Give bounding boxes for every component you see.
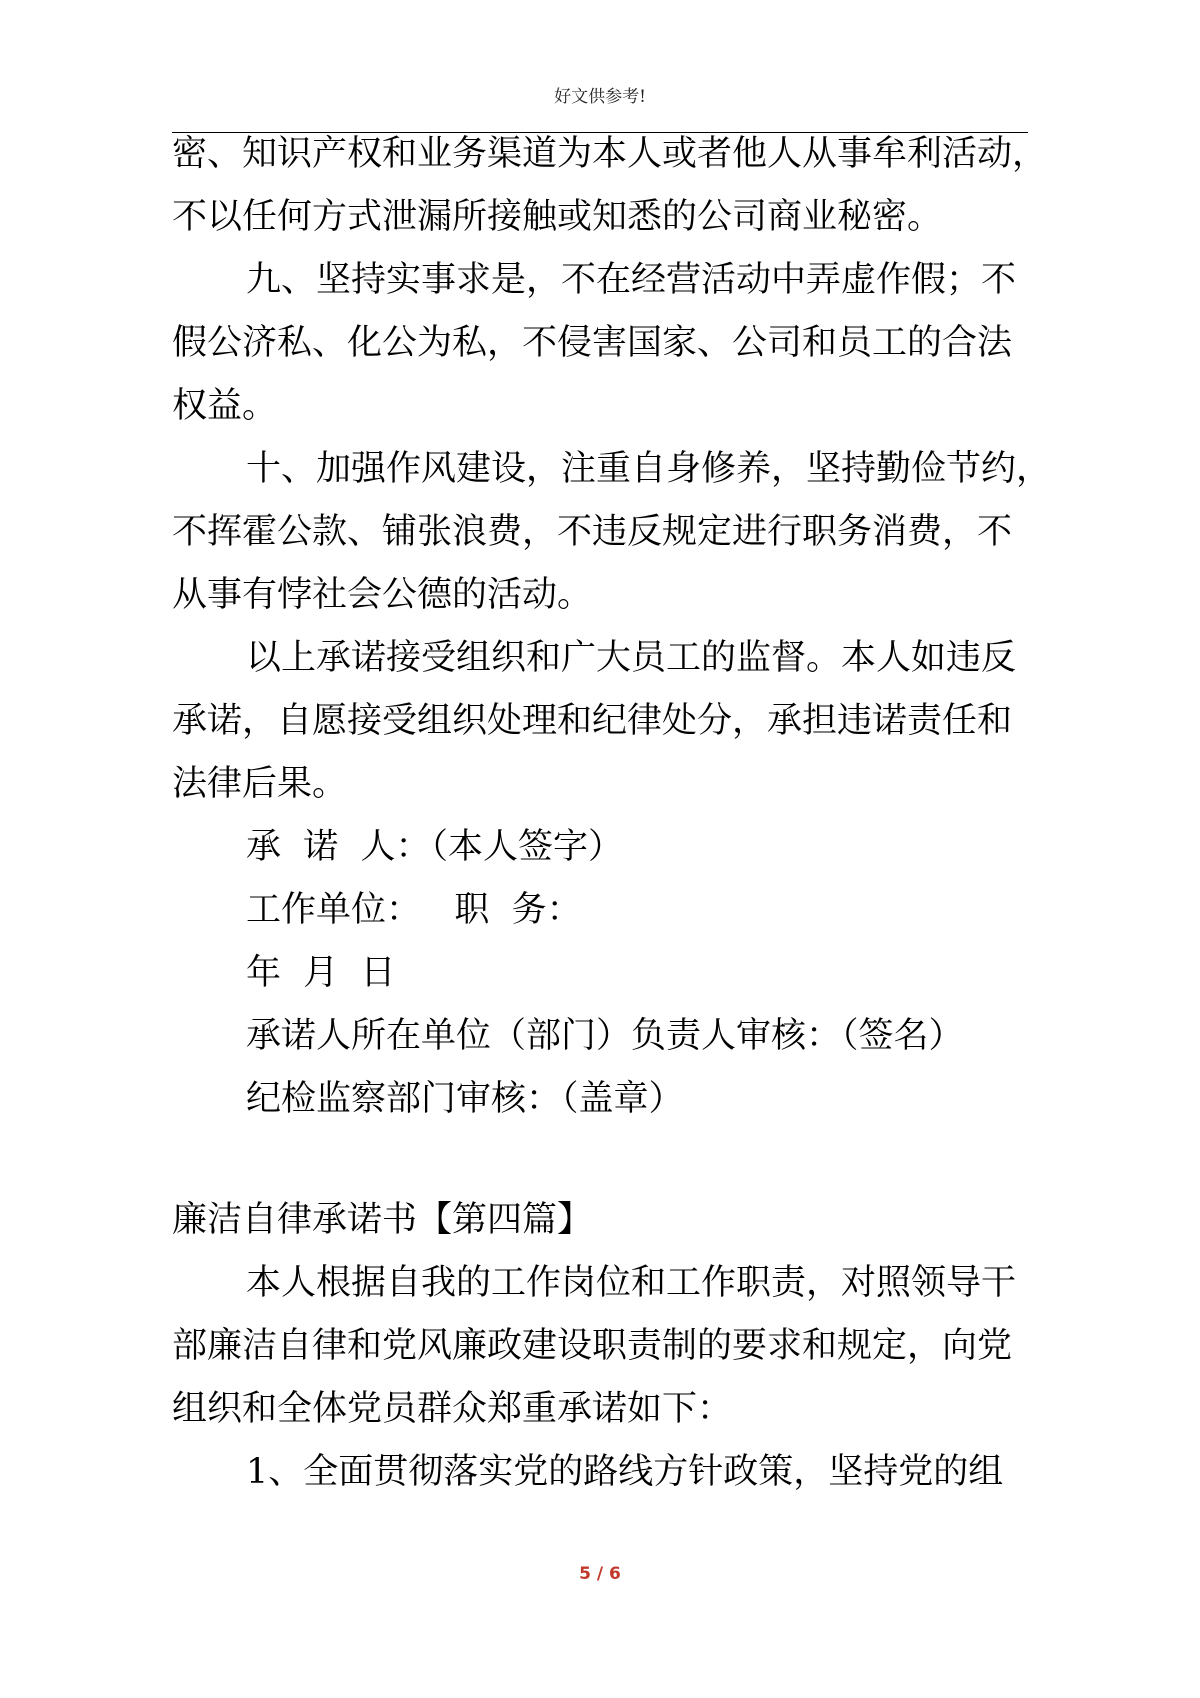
- document-body: [172, 123, 1052, 1429]
- discipline-review-line: 纪检监察部门审核：（盖章）: [246, 1079, 684, 1119]
- paragraph-line: 从事有悖社会公德的活动。: [172, 575, 593, 615]
- date-line: 年 月 日: [246, 953, 396, 993]
- paragraph-line: 不挥霍公款、铺张浪费，不违反规定进行职务消费，不: [172, 512, 1013, 552]
- work-unit-line: 工作单位： 职 务：: [246, 890, 582, 930]
- signature-line: 承 诺 人：（本人签字）: [246, 827, 624, 867]
- document-body-continued: [172, 1441, 1052, 1504]
- section-title: 廉洁自律承诺书【第四篇】: [172, 1200, 593, 1240]
- paragraph-line: 1、全面贯彻落实党的路线方针政策，坚持党的组: [246, 1452, 1004, 1492]
- paragraph-line: 权益。: [172, 386, 278, 426]
- paragraph-line: 以上承诺接受组织和广大员工的监督。本人如违反: [246, 638, 1017, 678]
- page-number: 5 / 6: [579, 1564, 621, 1584]
- paragraph-line: 假公济私、化公为私，不侵害国家、公司和员工的合法: [172, 323, 1013, 363]
- paragraph-line: 九、坚持实事求是，不在经营活动中弄虚作假；不: [246, 260, 1017, 300]
- paragraph-line: 不以任何方式泄漏所接触或知悉的公司商业秘密。: [172, 197, 943, 237]
- paragraph-line: 十、加强作风建设，注重自身修养，坚持勤俭节约，: [246, 449, 1052, 489]
- paragraph-line: 法律后果。: [172, 764, 348, 804]
- paragraph-line: 部廉洁自律和党风廉政建设职责制的要求和规定，向党: [172, 1326, 1013, 1366]
- paragraph-line: 承诺，自愿接受组织处理和纪律处分，承担违诺责任和: [172, 701, 1013, 741]
- paragraph-line: 组织和全体党员群众郑重承诺如下：: [172, 1389, 733, 1429]
- page-header: 好文供参考!: [554, 87, 646, 107]
- supervisor-review-line: 承诺人所在单位（部门）负责人审核：（签名）: [246, 1016, 964, 1056]
- paragraph-line: 本人根据自我的工作岗位和工作职责，对照领导干: [246, 1263, 1017, 1303]
- paragraph-line: 密、知识产权和业务渠道为本人或者他人从事牟利活动，: [172, 134, 1048, 174]
